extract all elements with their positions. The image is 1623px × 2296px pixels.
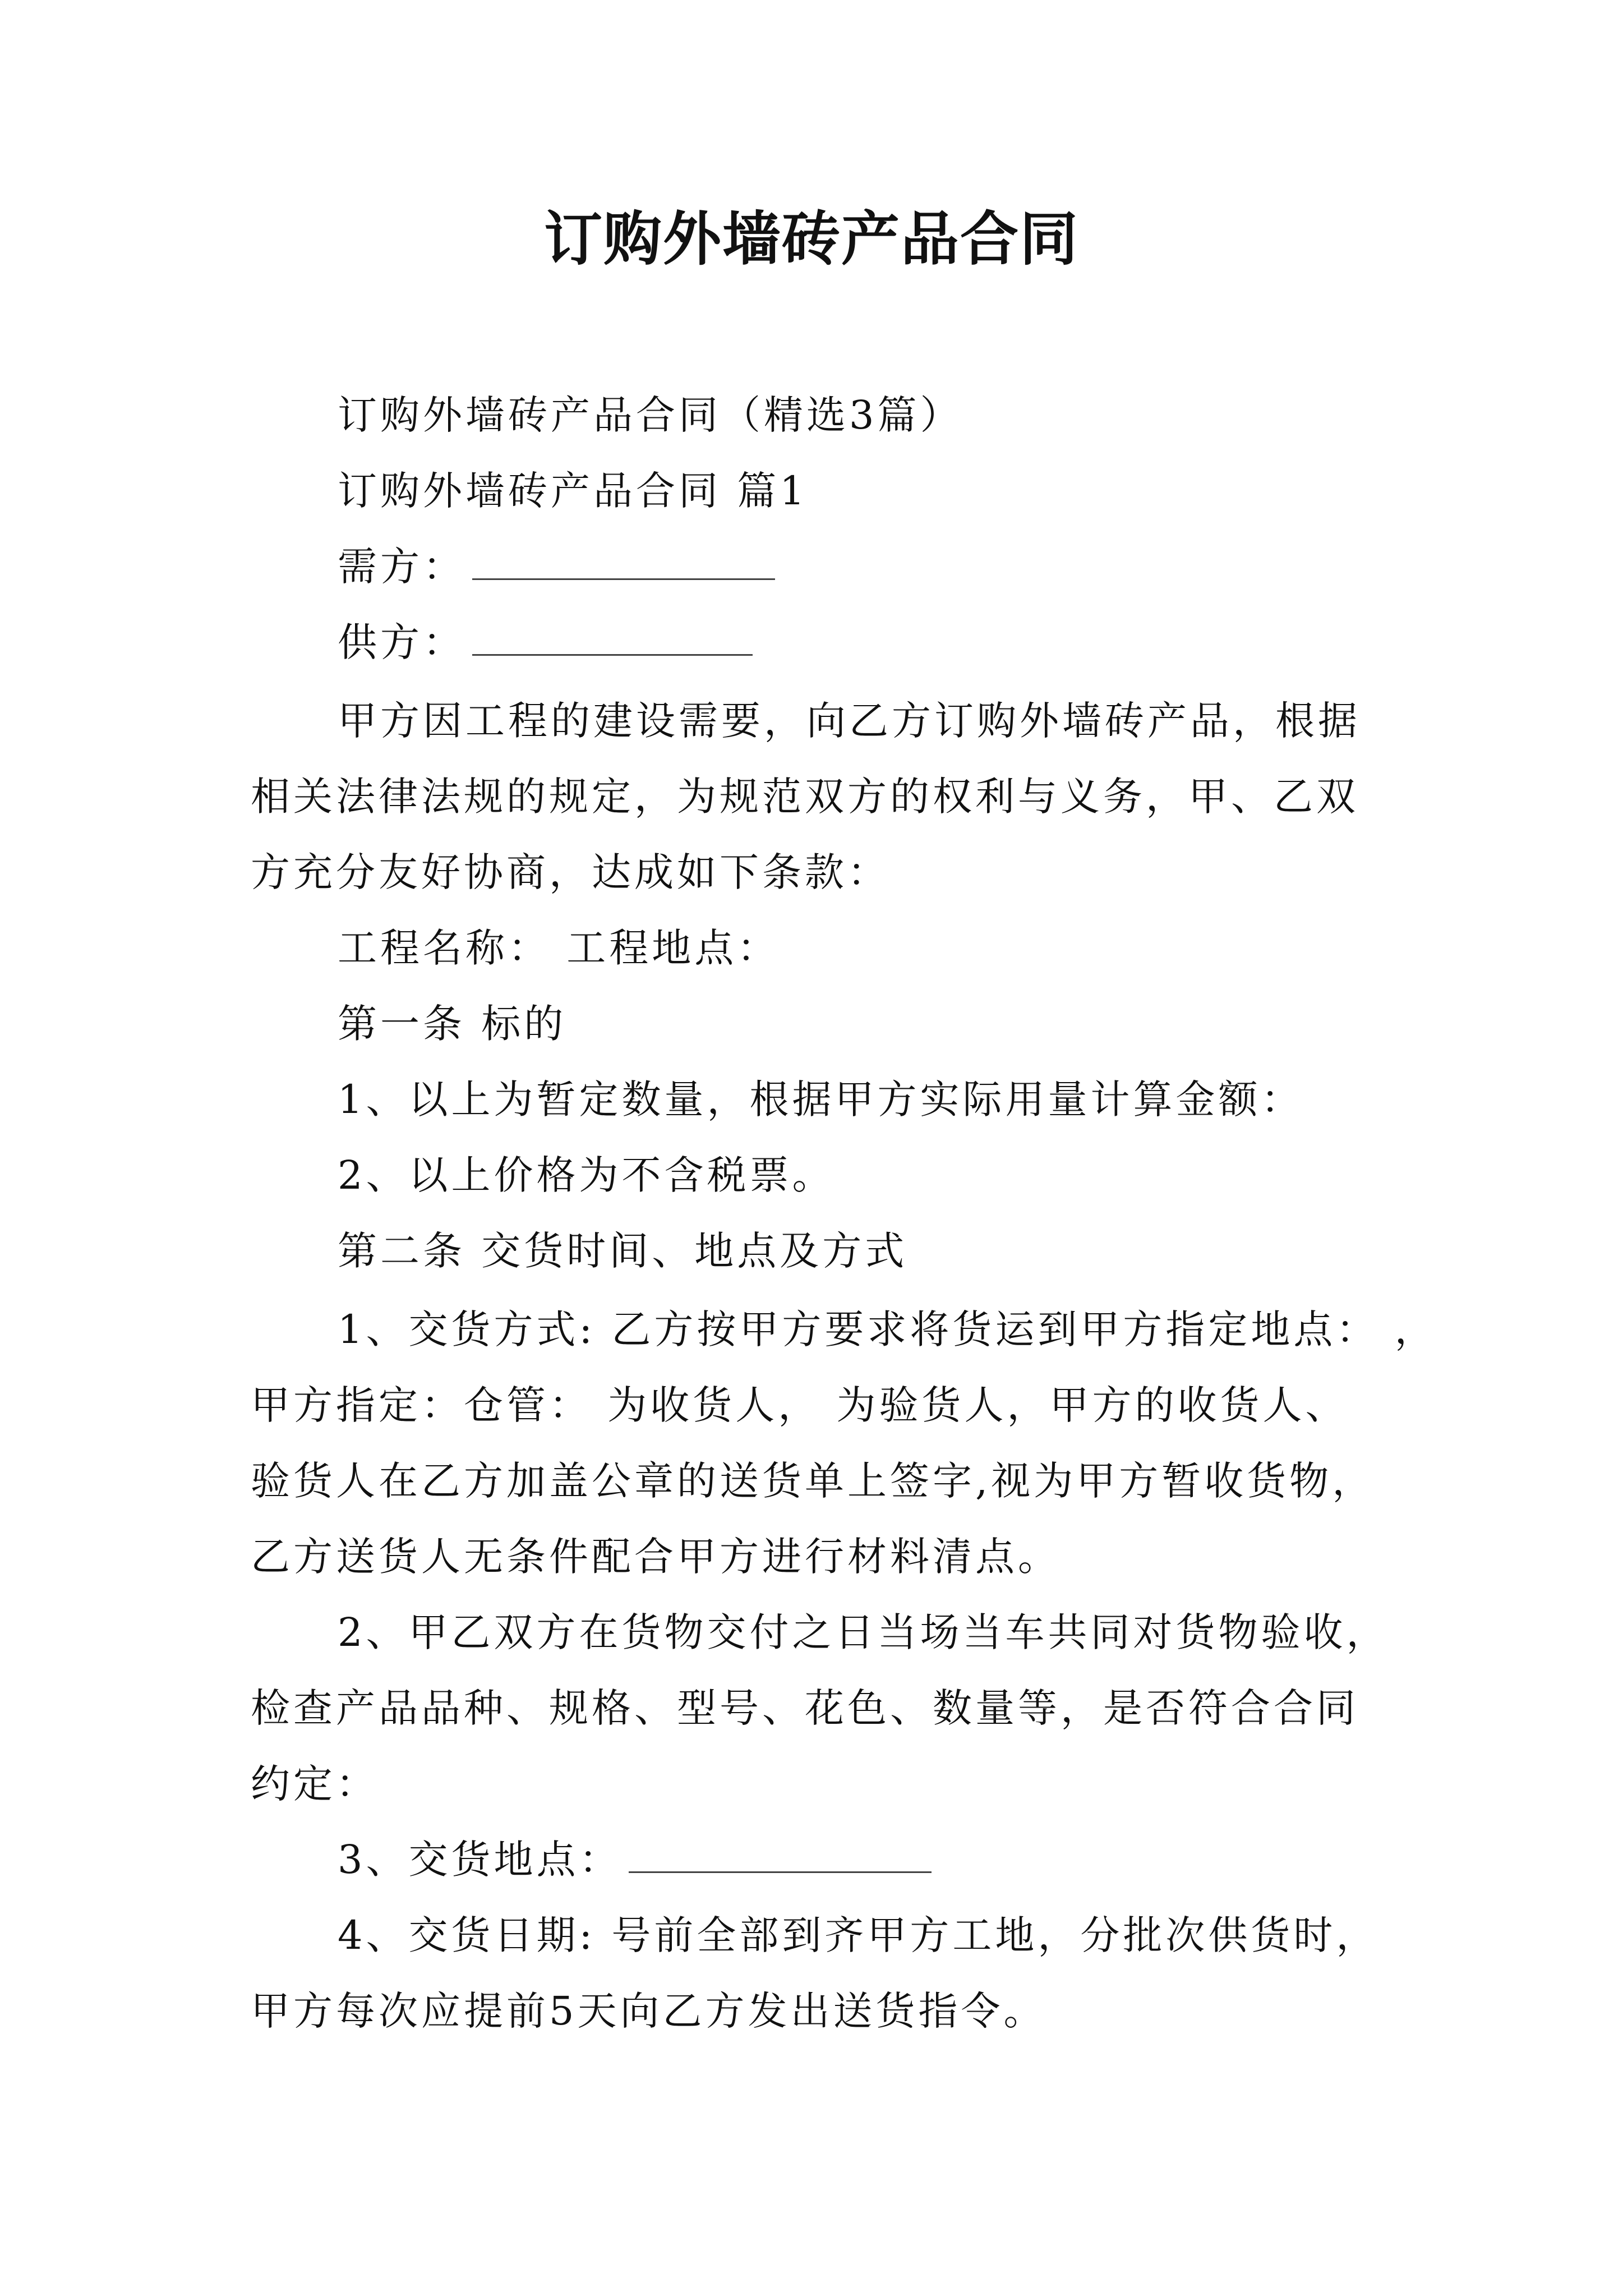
subtitle-line: 订购外墙砖产品合同（精选3篇）: [338, 392, 963, 438]
clause-line: 甲方指定：仓管： 为收货人， 为验货人，甲方的收货人、: [251, 1382, 1348, 1428]
delivery-location-field: [338, 1832, 932, 1888]
supplier-blank: [472, 617, 753, 656]
clause-line: 4、交货日期: 号前全部到齐甲方工地，分批次供货时，: [338, 1912, 1379, 1958]
clause-line: 检查产品品种、规格、型号、花色、数量等，是否符合合同: [251, 1685, 1359, 1731]
buyer-blank: [472, 541, 775, 580]
delivery-location-blank: [629, 1834, 932, 1873]
delivery-location-label: 3、交货地点：: [338, 1837, 622, 1883]
article-heading: 第一条 标的: [338, 1001, 567, 1047]
clause-line: 甲方每次应提前5天向乙方发出送货指令。: [251, 1988, 1046, 2034]
clause-line: 2、以上价格为不含税票。: [338, 1152, 835, 1198]
clause-line: 验货人在乙方加盖公章的送货单上签字,视为甲方暂收货物，: [251, 1458, 1375, 1504]
article-heading: 第二条 交货时间、地点及方式: [338, 1228, 908, 1274]
clause-line: 约定：: [251, 1761, 379, 1807]
project-info-line: 工程名称： 工程地点：: [338, 925, 780, 971]
clause-line: 2、甲乙双方在货物交付之日当场当车共同对货物验收，: [338, 1609, 1389, 1655]
buyer-field: [338, 539, 775, 595]
clause-line: 1、交货方式: 乙方按甲方要求将货运到甲方指定地点： ，: [338, 1306, 1437, 1352]
paragraph-line: 相关法律法规的规定，为规范双方的权利与义务，甲、乙双: [251, 774, 1359, 820]
paragraph-line: 甲方因工程的建设需要，向乙方订购外墙砖产品，根据: [338, 698, 1361, 744]
document-title: 订购外墙砖产品合同: [543, 204, 1079, 273]
buyer-label: 需方：: [338, 544, 465, 590]
supplier-label: 供方：: [338, 619, 465, 665]
paragraph-line: 方充分友好协商，达成如下条款：: [251, 849, 890, 895]
section-heading: 订购外墙砖产品合同 篇1: [338, 468, 808, 514]
clause-line: 乙方送货人无条件配合甲方进行材料清点。: [251, 1534, 1061, 1580]
supplier-field: [338, 614, 753, 670]
clause-line: 1、以上为暂定数量，根据甲方实际用量计算金额：: [338, 1076, 1304, 1122]
